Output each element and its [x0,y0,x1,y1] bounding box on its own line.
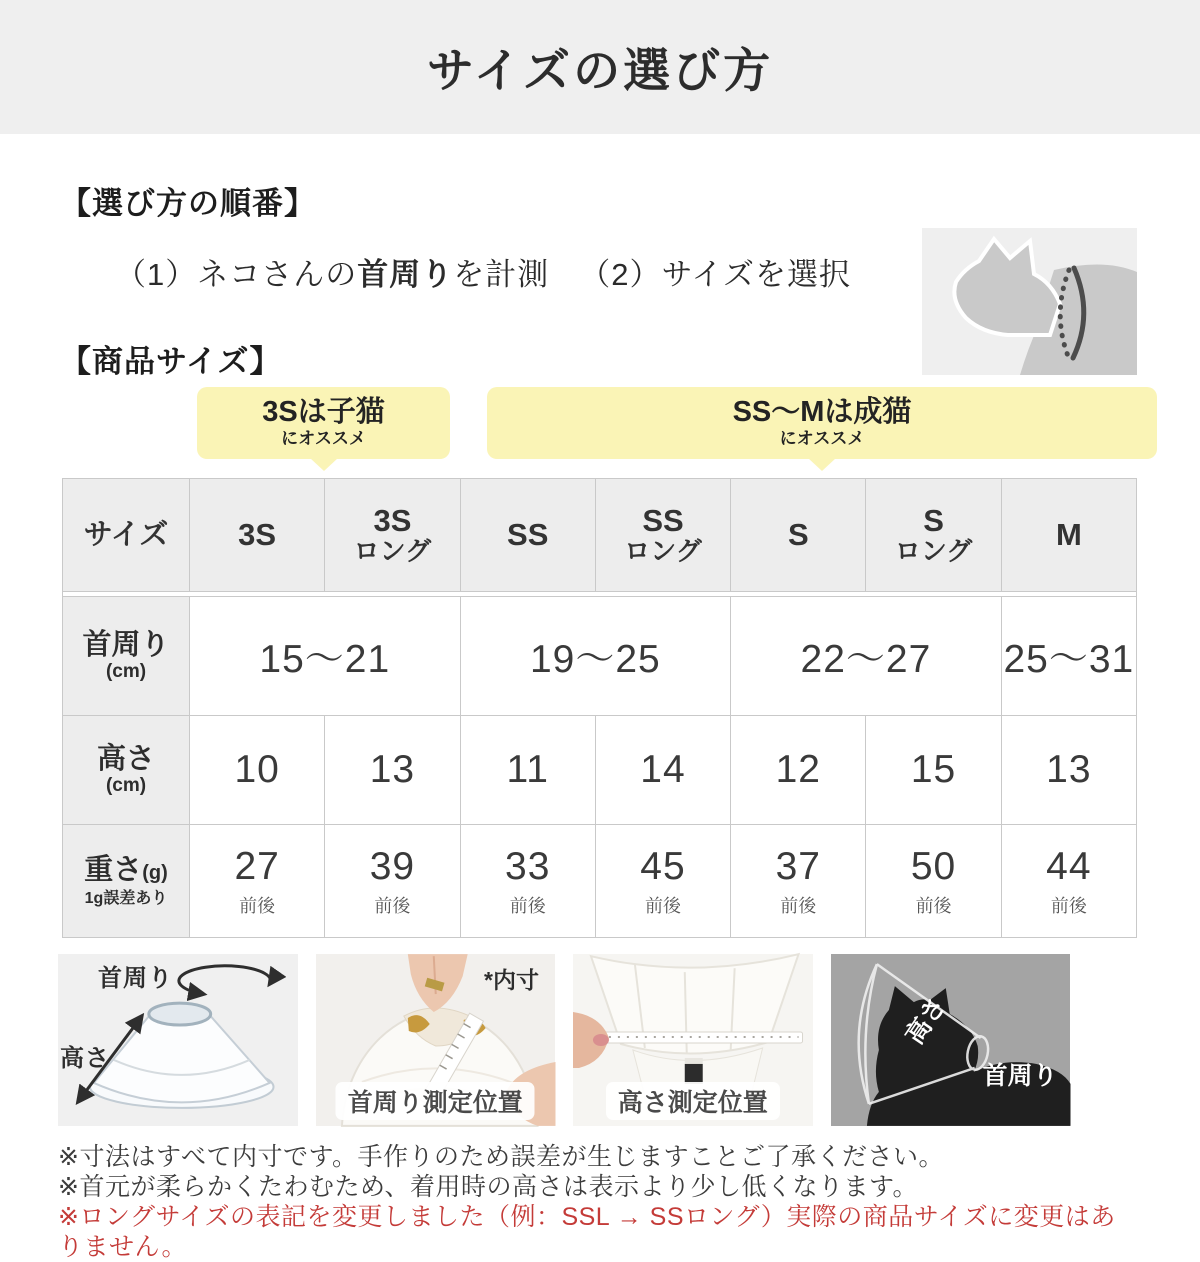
badge-kitten-main: 3Sは子猫 [262,396,385,429]
main-content [0,178,1200,1262]
height-value-ss: 11 [461,716,595,824]
page-title: サイズの選び方 [426,43,774,97]
badge-adult-sub: にオススメ [779,429,865,449]
weight-value-m: 44 前後 [1002,825,1136,937]
weight-value-3s-long: 39 前後 [325,825,459,937]
col-header-size: サイズ [63,479,189,591]
cat-silhouette-illustration [831,954,1071,1126]
weight-value-ss-long: 45 前後 [596,825,730,937]
row-label-weight: 重さ(g) 1g誤差あり [63,825,189,937]
cat-neck-illustration-svg [922,228,1137,375]
badge-kitten-sub: にオススメ [281,429,366,449]
weight-value-3s: 27 前後 [190,825,324,937]
weight-value-s-long: 50 前後 [866,825,1000,937]
neck-value-3s: 15〜21 [190,597,460,715]
weight-value-ss: 33 前後 [461,825,595,937]
step2-text: （2）サイズを選択 [579,257,852,292]
footnote-3: ※ロングサイズの表記を変更しました（例：SSL → SSロング）実際の商品サイズに変更はありません。 [58,1203,1116,1261]
row-label-height: 高さ (cm) [63,716,189,824]
diagram-neck-label: 首周り [98,965,173,992]
diagram-height-label: 高さ [60,1045,110,1072]
badge-adult-main: SS〜Mは成猫 [732,396,912,429]
photo-height-measurement [573,954,813,1126]
col-header-s: S [731,479,865,591]
col-header-ss-long: SS ロング [596,479,730,591]
inner-dimension-note: *内寸 [484,967,539,993]
wearing-neck-label: 首周り [982,1061,1057,1090]
footnotes [58,1142,1140,1262]
selection-order-heading: 【選び方の順番】 [60,186,316,221]
recommendation-badges [60,387,1140,478]
cat-neck-illustration [922,228,1137,375]
footnote-1: ※寸法はすべて内寸です。手作りのため誤差が生じますことご了承ください。 [58,1143,944,1171]
table-header-gap [63,592,1136,596]
photo-cat-wearing-collar [831,954,1071,1126]
step1-suffix: を計測 [453,257,550,292]
wearing-height-label: 高さ [900,992,952,1050]
row-label-neck: 首周り (cm) [63,597,189,715]
weight-value-s: 37 前後 [731,825,865,937]
col-header-ss: SS [461,479,595,591]
height-value-s: 12 [731,716,865,824]
product-size-heading: 【商品サイズ】 [60,344,282,379]
footnote-2: ※首元が柔らかくたわむため、着用時の高さは表示より少し低くなります。 [58,1173,918,1201]
col-header-s-long: S ロング [866,479,1000,591]
measurement-photos [58,954,1070,1126]
size-tag [685,1064,703,1084]
rotate-arrow-icon [179,966,271,994]
neck-value-m: 25〜31 [1002,597,1136,715]
height-value-3s: 10 [190,716,324,824]
height-value-m: 13 [1002,716,1136,824]
neck-value-s: 22〜27 [731,597,1001,715]
title-bar [0,0,1200,134]
size-table [62,478,1137,938]
height-value-3s-long: 13 [325,716,459,824]
step1-emphasis: 首周り [357,257,454,292]
step1-text: （1）ネコさんの [115,257,358,292]
col-header-3s: 3S [190,479,324,591]
neck-value-ss: 19〜25 [461,597,731,715]
badge-kitten [197,387,450,459]
neck-position-caption: 首周り測定位置 [336,1082,535,1120]
height-value-ss-long: 14 [596,716,730,824]
height-value-s-long: 15 [866,716,1000,824]
photo-neck-measurement [316,954,556,1126]
col-header-m: M [1002,479,1136,591]
badge-adult [487,387,1157,459]
height-position-caption: 高さ測定位置 [606,1082,780,1120]
col-header-3s-long: 3S ロング [325,479,459,591]
photo-collar-dimensions [58,954,298,1126]
